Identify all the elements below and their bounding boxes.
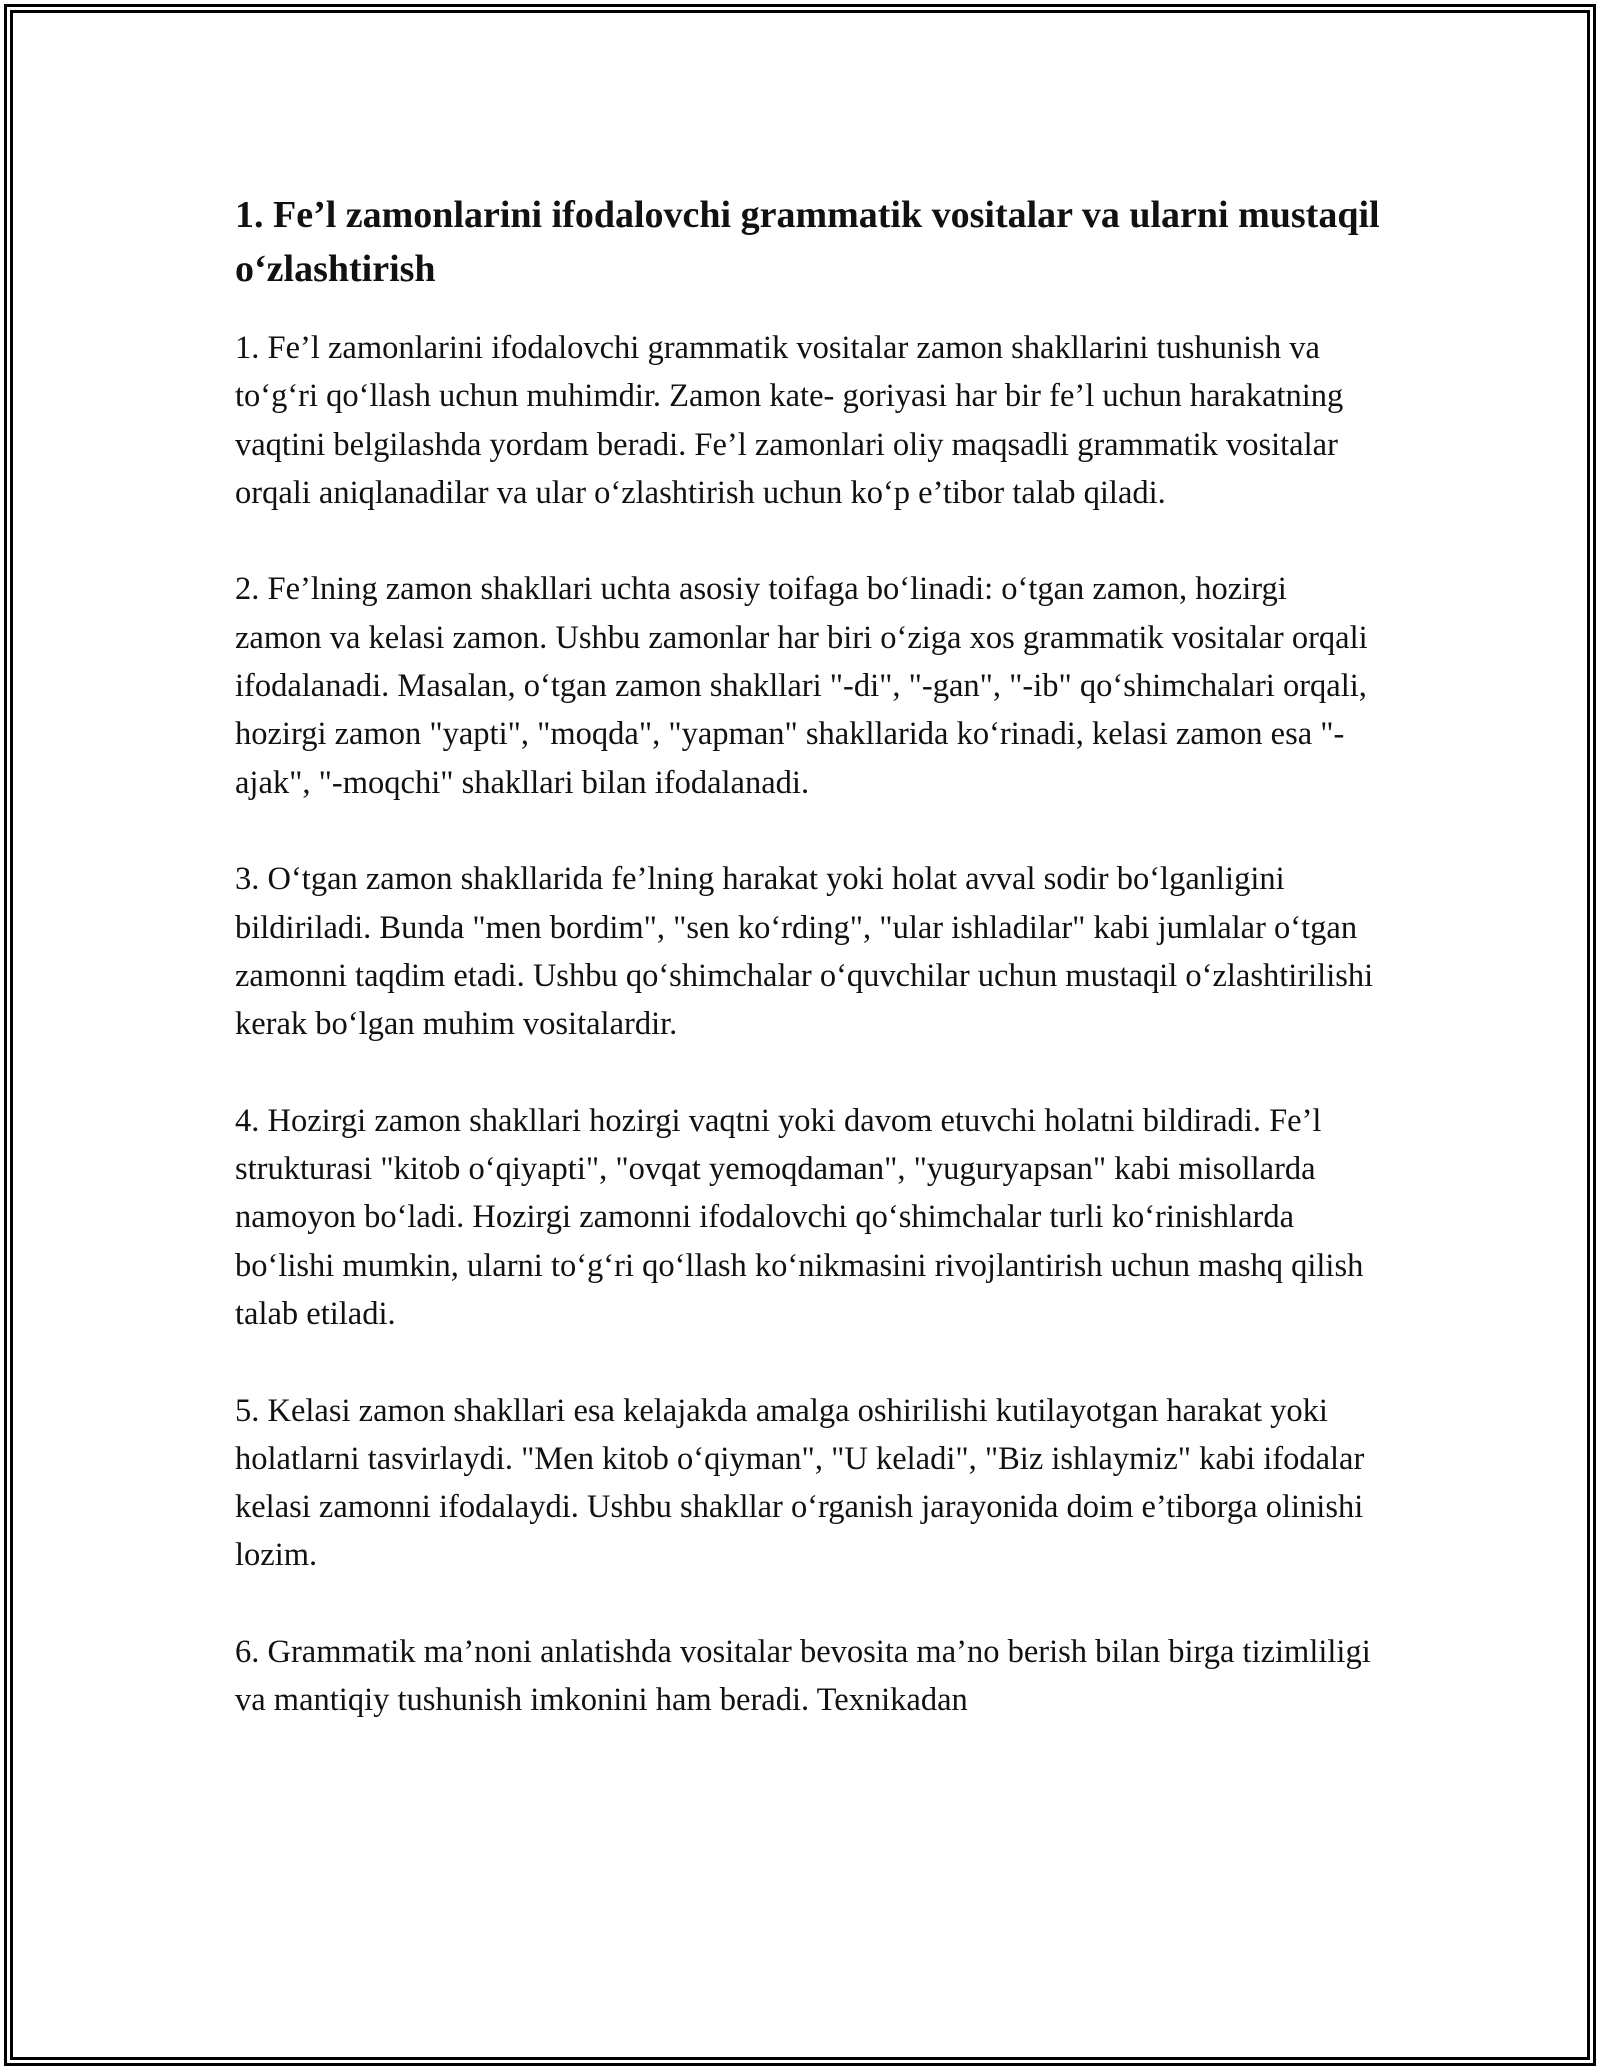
- paragraph-4: 4. Hozirgi zamon shakllari hozirgi vaqtni yoki davom etuvchi holatni bildiradi. Fe’l strukturasi "kitob o‘qiyapti", "ovqat yemoqdaman", "yuguryapsan" kabi misollarda namoyon bo‘ladi. Hozirgi zamonni ifodalovchi qo‘shimchalar turli ko‘rinishlarda bo‘lishi mumkin, ularni to‘g‘ri qo‘llash ko‘nikmasini rivojlantirish uchun mashq qilish talab etiladi.: [235, 1102, 1364, 1332]
- paragraph-3: 3. O‘tgan zamon shakllarida fe’lning harakat yoki holat avval sodir bo‘lganligini bildiriladi. Bunda "men bordim", "sen ko‘rding", "ular ishladilar" kabi jumlalar o‘tgan zamonni taqdim etadi. Ushbu qo‘shimchalar o‘quvchilar uchun mustaqil o‘zlashtirilishi kerak bo‘lgan muhim vositalardir.: [235, 861, 1374, 1043]
- document-title: 1. Fe’l zamonlarini ifodalovchi grammatik vositalar va ularni mustaqil o‘zlashtirish: [235, 194, 1380, 290]
- paragraph-1: 1. Fe’l zamonlarini ifodalovchi grammatik vositalar zamon shakllarini tushunish va to‘g‘ri qo‘llash uchun muhimdir. Zamon kate- goriyasi har bir fe’l uchun harakatning vaqtini belgilashda yordam beradi. Fe’l zamonlari oliy maqsadli grammatik vositalar orqali aniqlanadilar va ular o‘zlashtirish uchun ko‘p e’tibor talab qiladi.: [235, 330, 1344, 511]
- paragraph-6: 6. Grammatik ma’noni anlatishda vositalar bevosita ma’no berish bilan birga tizimliligi va mantiqiy tushunish imkonini ham beradi. Texnikadan: [235, 1634, 1371, 1719]
- paragraph-2: 2. Fe’lning zamon shakllari uchta asosiy toifaga bo‘linadi: o‘tgan zamon, hozirgi zamon va kelasi zamon. Ushbu zamonlar har biri o‘ziga xos grammatik vositalar orqali ifodalanadi. Masalan, o‘tgan zamon shakllari "-di", "-gan", "-ib" qo‘shimchalari orqali, hozirgi zamon "yapti", "moqda", "yapman" shakllarida ko‘rinadi, kelasi zamon esa "-ajak", "-moqchi" shakllari bilan ifodalanadi.: [235, 571, 1368, 801]
- document-body: [235, 188, 1380, 1773]
- paragraph-5: 5. Kelasi zamon shakllari esa kelajakda amalga oshirilishi kutilayotgan harakat yoki holatlarni tasvirlaydi. "Men kitob o‘qiyman", "U keladi", "Biz ishlaymiz" kabi ifodalar kelasi zamonni ifodalaydi. Ushbu shakllar o‘rganish jarayonida doim e’tiborga olinishi lozim.: [235, 1392, 1365, 1574]
